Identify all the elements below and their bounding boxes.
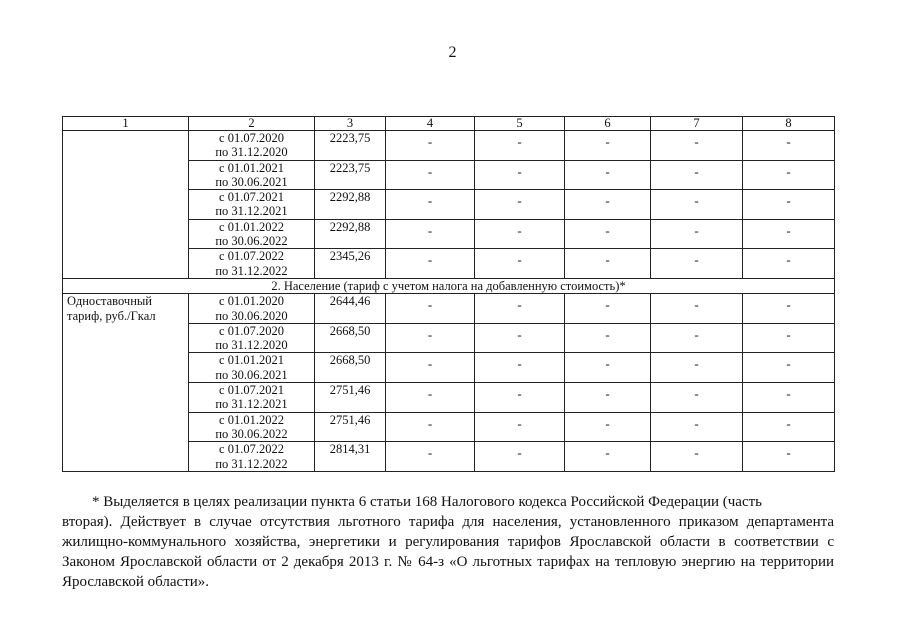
period-cell <box>189 294 315 324</box>
footnote-text: вторая). Действует в случае отсутствия льготного тарифа для населения, установленного приказом департамента жилищно-коммунального хозяйства, энергетики и регулирования тарифов Ярославской области в соответствии с Законом Ярославской области от 2 декабря 2013 г. № 64-з «О льготных тарифах на тепловую энергию на территории Ярославской области». <box>62 514 834 590</box>
tariff-value: 2668,50 <box>315 353 386 383</box>
category-label: тариф, руб./Гкал <box>67 308 156 323</box>
empty-cell: - <box>475 442 565 472</box>
empty-cell: - <box>475 353 565 383</box>
section-row <box>63 278 835 293</box>
period-cell <box>189 160 315 190</box>
empty-cell: - <box>651 412 743 442</box>
empty-cell: - <box>475 249 565 279</box>
column-header: 3 <box>315 117 386 131</box>
empty-cell: - <box>651 442 743 472</box>
period-line: с 01.07.2020 <box>219 323 284 338</box>
period-line: по 31.12.2021 <box>215 397 288 412</box>
empty-cell: - <box>743 160 835 190</box>
empty-cell: - <box>743 190 835 220</box>
period-cell <box>189 383 315 413</box>
empty-cell: - <box>565 412 651 442</box>
empty-cell: - <box>386 219 475 249</box>
section-title: 2. Население (тариф с учетом налога на добавленную стоимость)* <box>63 278 835 293</box>
footnote-first-line: * Выделяется в целях реализации пункта 6 статьи 168 Налогового кодекса Российской Федерации (часть <box>92 494 763 510</box>
page-number: 2 <box>448 44 457 61</box>
period-line: по 30.06.2022 <box>215 426 288 441</box>
empty-cell: - <box>565 383 651 413</box>
empty-cell: - <box>475 190 565 220</box>
period-line: по 30.06.2021 <box>215 367 288 382</box>
empty-cell: - <box>651 249 743 279</box>
empty-cell: - <box>743 383 835 413</box>
empty-cell: - <box>565 219 651 249</box>
period-line: с 01.01.2021 <box>219 160 284 175</box>
period-cell <box>189 131 315 161</box>
empty-cell: - <box>386 353 475 383</box>
empty-cell: - <box>386 383 475 413</box>
empty-cell: - <box>651 383 743 413</box>
period-line: по 31.12.2022 <box>215 456 288 471</box>
period-line: с 01.07.2022 <box>219 249 284 264</box>
empty-cell: - <box>475 383 565 413</box>
empty-cell: - <box>651 323 743 353</box>
empty-cell: - <box>386 412 475 442</box>
empty-cell: - <box>743 412 835 442</box>
empty-cell: - <box>651 219 743 249</box>
period-line: по 30.06.2022 <box>215 234 288 249</box>
empty-cell: - <box>565 160 651 190</box>
footnote <box>62 492 834 592</box>
period-cell <box>189 219 315 249</box>
tariff-value: 2751,46 <box>315 383 386 413</box>
empty-cell: - <box>475 160 565 190</box>
empty-cell: - <box>386 442 475 472</box>
empty-cell: - <box>386 249 475 279</box>
tariff-value: 2814,31 <box>315 442 386 472</box>
empty-cell: - <box>651 190 743 220</box>
empty-cell: - <box>743 294 835 324</box>
tariff-value: 2292,88 <box>315 219 386 249</box>
tariff-value: 2292,88 <box>315 190 386 220</box>
period-line: по 30.06.2021 <box>215 174 288 189</box>
column-header: 6 <box>565 117 651 131</box>
period-cell <box>189 190 315 220</box>
empty-cell: - <box>386 131 475 161</box>
empty-cell: - <box>743 219 835 249</box>
empty-cell: - <box>565 190 651 220</box>
table-header-row <box>63 117 835 131</box>
period-line: с 01.01.2021 <box>219 353 284 368</box>
period-cell <box>189 412 315 442</box>
empty-cell: - <box>743 442 835 472</box>
tariff-value: 2668,50 <box>315 323 386 353</box>
empty-cell: - <box>651 294 743 324</box>
period-line: по 31.12.2020 <box>215 338 288 353</box>
category-cell <box>63 131 189 279</box>
tariff-value: 2751,46 <box>315 412 386 442</box>
period-line: с 01.01.2022 <box>219 219 284 234</box>
column-header: 2 <box>189 117 315 131</box>
empty-cell: - <box>743 131 835 161</box>
empty-cell: - <box>386 190 475 220</box>
tariff-value: 2644,46 <box>315 294 386 324</box>
period-line: по 31.12.2020 <box>215 145 288 160</box>
period-line: с 01.07.2020 <box>219 131 284 145</box>
column-header: 1 <box>63 117 189 131</box>
empty-cell: - <box>565 294 651 324</box>
period-line: с 01.07.2021 <box>219 190 284 205</box>
empty-cell: - <box>565 442 651 472</box>
empty-cell: - <box>651 131 743 161</box>
empty-cell: - <box>651 353 743 383</box>
column-header: 4 <box>386 117 475 131</box>
empty-cell: - <box>743 323 835 353</box>
empty-cell: - <box>565 131 651 161</box>
category-cell <box>63 294 189 472</box>
empty-cell: - <box>475 219 565 249</box>
empty-cell: - <box>565 323 651 353</box>
empty-cell: - <box>386 160 475 190</box>
empty-cell: - <box>743 353 835 383</box>
period-line: по 30.06.2020 <box>215 308 288 323</box>
column-header: 7 <box>651 117 743 131</box>
tariff-table <box>62 116 835 472</box>
table-row <box>63 131 835 161</box>
empty-cell: - <box>475 323 565 353</box>
period-line: с 01.07.2021 <box>219 383 284 398</box>
period-line: с 01.01.2020 <box>219 294 284 309</box>
empty-cell: - <box>565 353 651 383</box>
empty-cell: - <box>386 323 475 353</box>
period-line: по 31.12.2022 <box>215 263 288 278</box>
empty-cell: - <box>475 131 565 161</box>
table-row <box>63 294 835 324</box>
period-line: с 01.07.2022 <box>219 442 284 457</box>
period-cell <box>189 442 315 472</box>
period-cell <box>189 323 315 353</box>
tariff-value: 2223,75 <box>315 160 386 190</box>
empty-cell: - <box>651 160 743 190</box>
period-line: с 01.01.2022 <box>219 412 284 427</box>
empty-cell: - <box>743 249 835 279</box>
column-header: 8 <box>743 117 835 131</box>
empty-cell: - <box>565 249 651 279</box>
column-header: 5 <box>475 117 565 131</box>
empty-cell: - <box>475 412 565 442</box>
period-cell <box>189 249 315 279</box>
empty-cell: - <box>386 294 475 324</box>
empty-cell: - <box>475 294 565 324</box>
period-line: по 31.12.2021 <box>215 204 288 219</box>
period-cell <box>189 353 315 383</box>
category-label: Одноставочный <box>67 294 152 309</box>
tariff-value: 2345,26 <box>315 249 386 279</box>
tariff-value: 2223,75 <box>315 131 386 161</box>
